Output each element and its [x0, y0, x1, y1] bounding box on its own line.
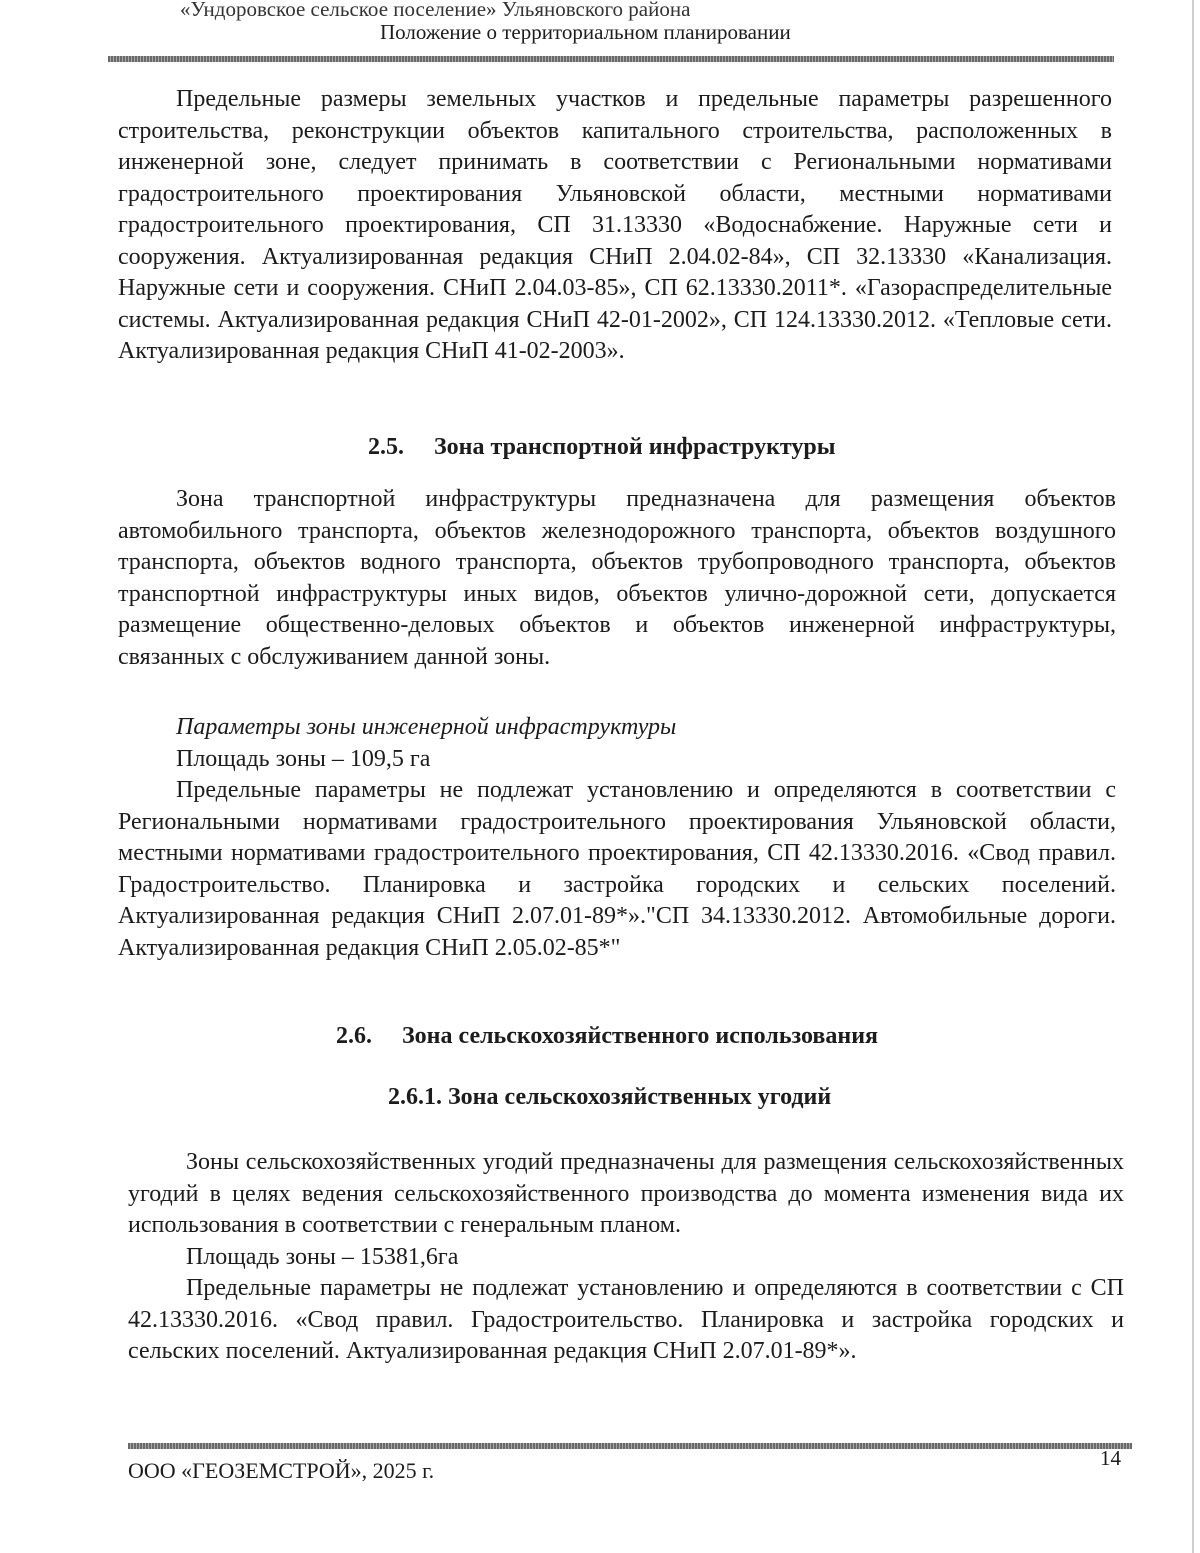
section-2-5-number: 2.5.	[368, 434, 404, 460]
parameters-title: Параметры зоны инженерной инфраструктуры	[176, 714, 677, 740]
page-number: 14	[1100, 1446, 1121, 1470]
section-2-5-parameters	[118, 712, 1116, 964]
intro-paragraph: Предельные размеры земельных участков и предельные параметры разрешенного строительства, реконструкции объектов капитального строительства, расположенных в инженерной зоне, следует принимать в соответствии с Региональными нормативами градостроительного проектирования Ульяновской области, местными нормативами градостроительного проектирования, СП 31.13330 «Водоснабжение. Наружные сети и сооружения. Актуализированная редакция СНиП 2.04.02-84», СП 32.13330 «Канализация. Наружные сети и сооружения. СНиП 2.04.03-85», СП 62.13330.2011*. «Газораспределительные системы. Актуализированная редакция СНиП 42-01-2002», СП 124.13330.2012. «Тепловые сети. Актуализированная редакция СНиП 41-02-2003».	[118, 86, 1112, 364]
agri-zone-limits-paragraph: Предельные параметры не подлежат установлению и определяются в соответствии с СП 42.13330.2016. «Свод правил. Градостроительство. Планировка и застройка городских и сельских поселений. Актуализированная редакция СНиП 2.07.01-89*».	[128, 1275, 1124, 1364]
section-2-6-title: Зона сельскохозяйственного использования	[402, 1023, 879, 1049]
zone-area: Площадь зоны – 109,5 га	[176, 745, 431, 772]
header-rule	[108, 56, 1114, 62]
section-2-6-number: 2.6.	[336, 1023, 372, 1049]
zone-limits-paragraph: Предельные параметры не подлежат установлению и определяются в соответствии с Региональными нормативами градостроительного проектирования Ульяновской области, местными нормативами градостроительного проектирования, СП 42.13330.2016. «Свод правил. Градостроительство. Планировка и застройка городских и сельских поселений. Актуализированная редакция СНиП 2.07.01-89*»."СП 34.13330.2012. Автомобильные дороги. Актуализированная редакция СНиП 2.05.02-85*"	[118, 777, 1116, 961]
scan-edge-line	[1192, 0, 1194, 1553]
section-2-6-heading	[336, 1021, 878, 1051]
section-2-5-paragraph: Зона транспортной инфраструктуры предназначена для размещения объектов автомобильного транспорта, объектов железнодорожного транспорта, объектов воздушного транспорта, объектов водного транспорта, объектов трубопроводного транспорта, объектов транспортной инфраструктуры иных видов, объектов улично-дорожной сети, допускается размещение общественно-деловых объектов и объектов инженерной инфраструктуры, связанных с обслуживанием данной зоны.	[118, 486, 1116, 670]
agri-zone-area: Площадь зоны – 15381,6га	[186, 1243, 459, 1270]
footer-rule	[128, 1443, 1132, 1449]
header-document-title: Положение о территориальном планировании	[380, 20, 791, 44]
section-2-6-1-heading: 2.6.1. Зона сельскохозяйственных угодий	[388, 1084, 832, 1110]
header-municipality: «Ундоровское сельское поселение» Ульяновского района	[180, 0, 691, 21]
section-2-5-body	[118, 484, 1116, 673]
section-2-6-1-body	[128, 1147, 1124, 1368]
intro-block	[118, 84, 1112, 368]
section-2-5-heading	[368, 432, 835, 462]
section-2-5-title: Зона транспортной инфраструктуры	[434, 434, 836, 460]
section-2-6-1-paragraph: Зоны сельскохозяйственных угодий предназначены для размещения сельскохозяйственных угодий в целях ведения сельскохозяйственного производства до момента изменения вида их использования в соответствии с генеральным планом.	[128, 1149, 1124, 1238]
footer-company: ООО «ГЕОЗЕМСТРОЙ», 2025 г.	[128, 1458, 435, 1483]
